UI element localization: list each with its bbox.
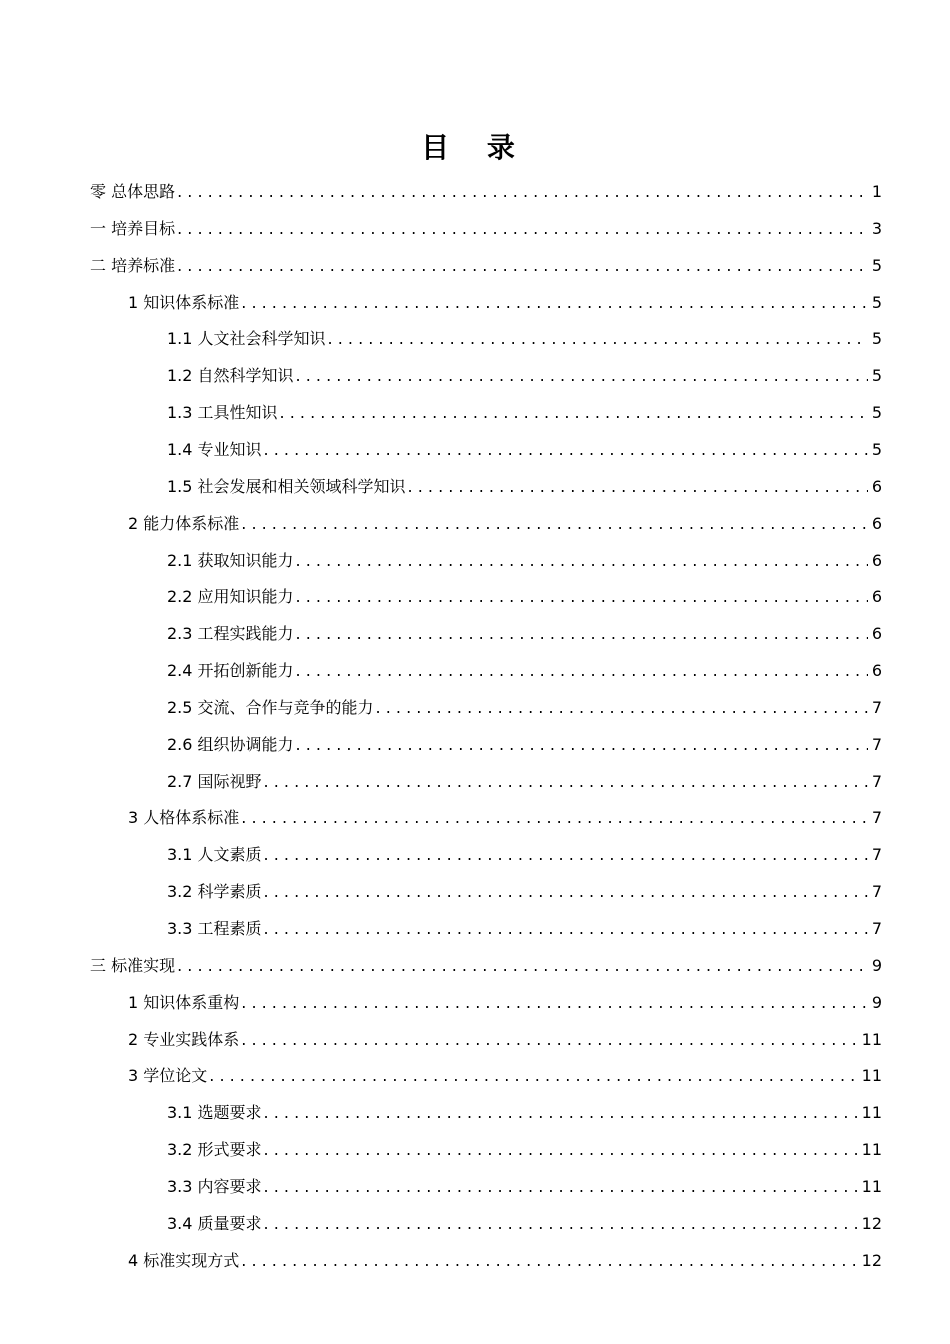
toc-entry-page-number: 7 <box>871 882 882 901</box>
toc-entry-page-number: 7 <box>871 735 882 754</box>
toc-entry[interactable] <box>167 319 882 349</box>
toc-entry-page-number: 5 <box>871 440 882 459</box>
toc-entry-number: 2.7 <box>167 772 198 791</box>
toc-entry[interactable] <box>167 872 882 902</box>
toc-entry-number: 3.2 <box>167 1140 198 1159</box>
toc-entry-page-number: 6 <box>871 514 882 533</box>
toc-entry-label: 内容要求 <box>197 1177 262 1196</box>
toc-entry-label: 标准实现方式 <box>143 1251 240 1270</box>
toc-entry-label: 培养标准 <box>111 256 176 275</box>
toc-entry-page-number: 11 <box>861 1103 882 1122</box>
toc-entry-page-number: 6 <box>871 477 882 496</box>
toc-entry-label: 形式要求 <box>197 1140 262 1159</box>
toc-entry-label: 专业实践体系 <box>143 1030 240 1049</box>
toc-entry-page-number: 12 <box>861 1251 882 1270</box>
toc-entry-page-number: 5 <box>871 403 882 422</box>
toc-entry-page-number: 7 <box>871 808 882 827</box>
dot-leader <box>264 882 868 902</box>
toc-entry-label: 组织协调能力 <box>197 735 294 754</box>
toc-entry-number: 2 <box>128 514 144 533</box>
toc-entry[interactable] <box>167 393 882 423</box>
toc-entry-label: 总体思路 <box>111 182 176 201</box>
toc-entry-number: 3.2 <box>167 882 198 901</box>
toc-entry[interactable] <box>128 1241 882 1271</box>
toc-entry-page-number: 5 <box>871 293 882 312</box>
toc-entry-page-number: 7 <box>871 919 882 938</box>
toc-entry-page-number: 12 <box>861 1214 882 1233</box>
dot-leader <box>296 735 868 755</box>
toc-entry[interactable] <box>167 1204 882 1234</box>
dot-leader <box>241 514 868 534</box>
dot-leader <box>177 182 868 202</box>
toc-entry-label: 选题要求 <box>197 1103 262 1122</box>
toc-entry-number: 2.4 <box>167 661 198 680</box>
toc-entry[interactable] <box>167 651 882 681</box>
toc-entry-label: 知识体系重构 <box>143 993 240 1012</box>
toc-entry-page-number: 5 <box>871 366 882 385</box>
dot-leader <box>177 956 868 976</box>
dot-leader <box>408 477 868 497</box>
toc-entry[interactable] <box>90 172 882 202</box>
toc-entry-page-number: 11 <box>861 1030 882 1049</box>
toc-entry[interactable] <box>167 1130 882 1160</box>
toc-entry[interactable] <box>128 1020 882 1050</box>
dot-leader <box>296 661 868 681</box>
toc-entry-number: 4 <box>128 1251 144 1270</box>
dot-leader <box>264 919 868 939</box>
toc-entry-number: 3.3 <box>167 919 198 938</box>
dot-leader <box>177 219 868 239</box>
toc-entry-page-number: 5 <box>871 329 882 348</box>
toc-entry-number: 1.1 <box>167 329 198 348</box>
toc-entry-number: 2 <box>128 1030 144 1049</box>
toc-entry-label: 社会发展和相关领域科学知识 <box>197 477 406 496</box>
dot-leader <box>328 329 868 349</box>
toc-entry[interactable] <box>167 1167 882 1197</box>
dot-leader <box>264 1103 858 1123</box>
toc-entry-number: 1.4 <box>167 440 198 459</box>
dot-leader <box>296 587 868 607</box>
toc-entry[interactable] <box>90 946 882 976</box>
dot-leader <box>296 551 868 571</box>
dot-leader <box>264 1140 858 1160</box>
toc-entry-label: 能力体系标准 <box>143 514 240 533</box>
toc-entry[interactable] <box>167 614 882 644</box>
toc-entry[interactable] <box>167 909 882 939</box>
toc-entry-label: 工程实践能力 <box>197 624 294 643</box>
toc-entry-label: 人文素质 <box>197 845 262 864</box>
toc-entry-number: 三 <box>90 956 112 975</box>
toc-entry-label: 质量要求 <box>197 1214 262 1233</box>
dot-leader <box>296 366 868 386</box>
toc-entry[interactable] <box>167 430 882 460</box>
toc-entry-page-number: 9 <box>871 956 882 975</box>
toc-entry-number: 零 <box>90 182 112 201</box>
toc-entry-number: 3.3 <box>167 1177 198 1196</box>
toc-entry-label: 知识体系标准 <box>143 293 240 312</box>
toc-entry-label: 自然科学知识 <box>197 366 294 385</box>
toc-entry-label: 获取知识能力 <box>197 551 294 570</box>
toc-entry-label: 科学素质 <box>197 882 262 901</box>
toc-entry[interactable] <box>167 577 882 607</box>
toc-entry[interactable] <box>167 541 882 571</box>
toc-entry-page-number: 1 <box>871 182 882 201</box>
toc-entry-number: 1 <box>128 293 144 312</box>
toc-entry-number: 2.3 <box>167 624 198 643</box>
toc-entry-page-number: 3 <box>871 219 882 238</box>
toc-entry-label: 工具性知识 <box>197 403 278 422</box>
toc-entry-number: 1.5 <box>167 477 198 496</box>
dot-leader <box>280 403 868 423</box>
toc-entry-label: 人格体系标准 <box>143 808 240 827</box>
toc-entry-number: 2.6 <box>167 735 198 754</box>
toc-entry-number: 1.3 <box>167 403 198 422</box>
toc-entry[interactable] <box>167 725 882 755</box>
toc-entry[interactable] <box>167 762 882 792</box>
toc-entry-label: 开拓创新能力 <box>197 661 294 680</box>
toc-entry-number: 1.2 <box>167 366 198 385</box>
dot-leader <box>177 256 868 276</box>
toc-entry[interactable] <box>90 209 882 239</box>
toc-entry[interactable] <box>128 1056 882 1086</box>
dot-leader <box>264 845 868 865</box>
toc-entry-label: 培养目标 <box>111 219 176 238</box>
dot-leader <box>241 1251 857 1271</box>
toc-entry-page-number: 6 <box>871 661 882 680</box>
toc-entry-page-number: 6 <box>871 587 882 606</box>
toc-entry-number: 3.1 <box>167 845 198 864</box>
toc-entry[interactable] <box>167 688 882 718</box>
toc-entry-number: 3 <box>128 808 144 827</box>
toc-entry[interactable] <box>128 798 882 828</box>
toc-entry-page-number: 7 <box>871 772 882 791</box>
toc-entry[interactable] <box>128 983 882 1013</box>
toc-entry-number: 3 <box>128 1066 144 1085</box>
toc-entry-label: 应用知识能力 <box>197 587 294 606</box>
toc-entry[interactable] <box>167 356 882 386</box>
dot-leader <box>241 808 868 828</box>
dot-leader <box>264 440 868 460</box>
toc-entry-page-number: 11 <box>861 1140 882 1159</box>
toc-entry-number: 二 <box>90 256 112 275</box>
toc-entry-number: 2.5 <box>167 698 198 717</box>
toc-entry-number: 3.4 <box>167 1214 198 1233</box>
toc-entry-label: 国际视野 <box>197 772 262 791</box>
dot-leader <box>376 698 868 718</box>
toc-entry-label: 标准实现 <box>111 956 176 975</box>
toc-entry-page-number: 11 <box>861 1177 882 1196</box>
toc-entry-page-number: 9 <box>871 993 882 1012</box>
toc-entry-number: 1 <box>128 993 144 1012</box>
toc-entry[interactable] <box>167 1093 882 1123</box>
toc-entry[interactable] <box>128 504 882 534</box>
toc-entry-page-number: 5 <box>871 256 882 275</box>
toc-entry[interactable] <box>167 467 882 497</box>
dot-leader <box>209 1066 857 1086</box>
dot-leader <box>264 772 868 792</box>
toc-entry-page-number: 7 <box>871 698 882 717</box>
dot-leader <box>264 1214 858 1234</box>
toc-entry[interactable] <box>167 835 882 865</box>
toc-entry-label: 人文社会科学知识 <box>197 329 326 348</box>
toc-entry-number: 2.1 <box>167 551 198 570</box>
dot-leader <box>296 624 868 644</box>
toc-entry-page-number: 11 <box>861 1066 882 1085</box>
toc-entry[interactable] <box>128 283 882 313</box>
dot-leader <box>241 1030 857 1050</box>
toc-entry-number: 一 <box>90 219 112 238</box>
dot-leader <box>241 293 868 313</box>
toc-entry-label: 工程素质 <box>197 919 262 938</box>
toc-entry-label: 学位论文 <box>143 1066 208 1085</box>
toc-entry-label: 交流、合作与竞争的能力 <box>197 698 374 717</box>
toc-entry-page-number: 6 <box>871 551 882 570</box>
toc-entry-number: 2.2 <box>167 587 198 606</box>
toc-entry[interactable] <box>90 246 882 276</box>
toc-entry-page-number: 6 <box>871 624 882 643</box>
dot-leader <box>241 993 868 1013</box>
dot-leader <box>264 1177 858 1197</box>
toc-entry-number: 3.1 <box>167 1103 198 1122</box>
page-title: 目 录 <box>421 131 529 164</box>
toc-entry-page-number: 7 <box>871 845 882 864</box>
toc-entry-label: 专业知识 <box>197 440 262 459</box>
